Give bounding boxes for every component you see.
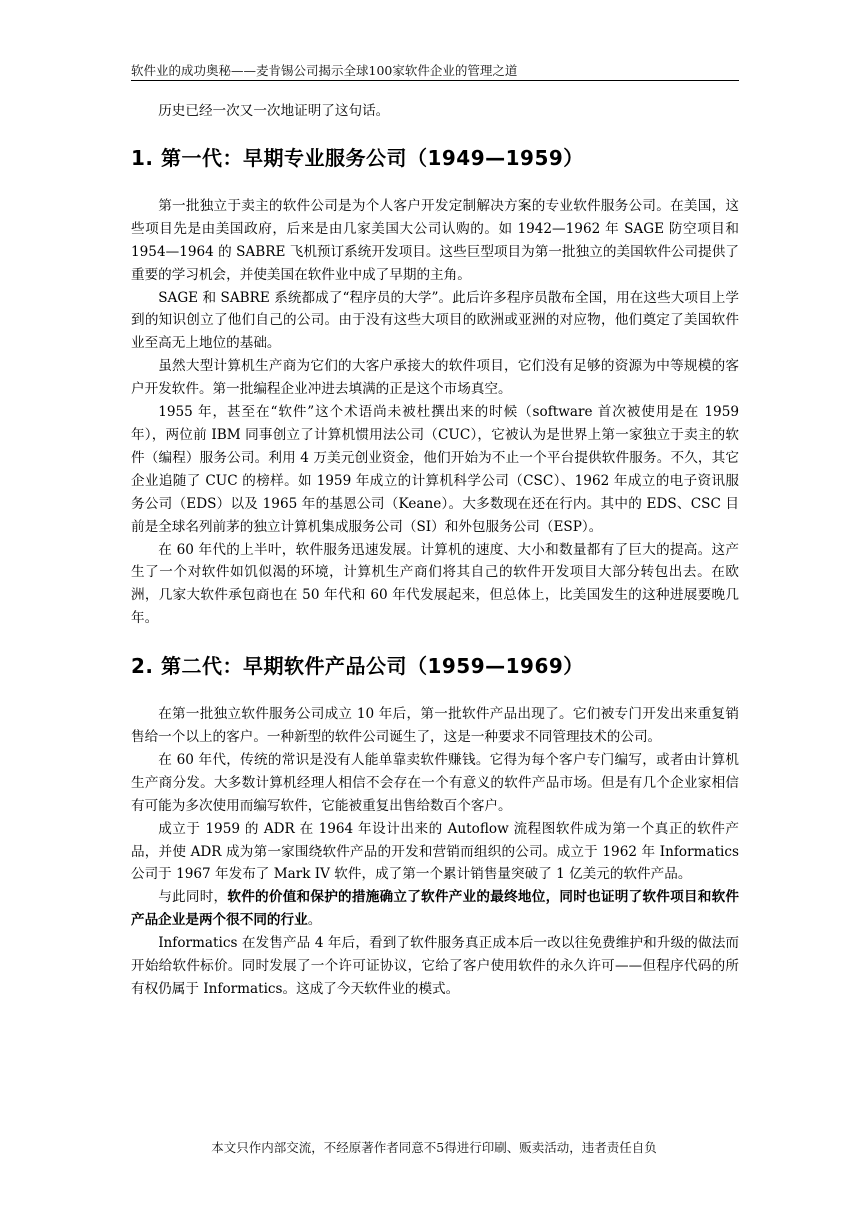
running-title: 软件业的成功奥秘——麦肯锡公司揭示全球100家软件企业的管理之道 bbox=[131, 63, 518, 78]
section-2-paragraph: 在第一批独立软件服务公司成立 10 年后，第一批软件产品出现了。它们被专门开发出来重复销售给一个以上的客户。一种新型的软件公司诞生了，这是一种要求不同管理技术的公司。 bbox=[131, 706, 739, 746]
section-2-emphasis-paragraph bbox=[131, 886, 739, 932]
section-1-paragraph: 虽然大型计算机生产商为它们的大客户承接大的软件项目，它们没有足够的资源为中等规模的客户开发软件。第一批编程企业冲进去填满的正是这个市场真空。 bbox=[131, 358, 739, 398]
emphasis-suffix: 。 bbox=[307, 912, 322, 929]
section-2-paragraph: 成立于 1959 的 ADR 在 1964 年设计出来的 Autoflow 流程图软件成为第一个真正的软件产品，并使 ADR 成为第一家围绕软件产品的开发和营销而组织的公司。成立于 1962 年 Informatics 公司于 1967 年发布了 Mark IV 软件，成了第一个累计销售量突破了 1 亿美元的软件产品。 bbox=[131, 820, 739, 883]
emphasis-bold-text: 软件的价值和保护的措施确立了软件产业的最终地位，同时也证明了软件项目和软件产品企业是两个很不同的行业 bbox=[131, 889, 740, 929]
page-body bbox=[131, 100, 739, 1001]
running-header bbox=[131, 62, 739, 81]
section-1-paragraph: 第一批独立于卖主的软件公司是为个人客户开发定制解决方案的专业软件服务公司。在美国，这些项目先是由美国政府，后来是由几家美国大公司认购的。如 1942—1962 年 SAGE 防空项目和 1954—1964 的 SABRE 飞机预订系统开发项目。这些巨型项目为第一批独立的美国软件公司提供了重要的学习机会，并使美国在软件业中成了早期的主角。 bbox=[131, 197, 739, 283]
footer-notice-part2: 得进行印刷、贩卖活动，违者责任自负 bbox=[444, 1140, 657, 1155]
section-2-paragraph: 在 60 年代，传统的常识是没有人能单靠卖软件赚钱。它得为每个客户专门编写，或者由计算机生产商分发。大多数计算机经理人相信不会存在一个有意义的软件产品市场。但是有几个企业家相信有可能为多次使用而编写软件，它能被重复出售给数百个客户。 bbox=[131, 751, 739, 814]
footer-notice-part1: 本文只作内部交流，不经原著作者同意不 bbox=[211, 1140, 437, 1155]
section-1-heading: 1. 第一代：早期专业服务公司（1949—1959） bbox=[131, 145, 584, 170]
section-1-paragraph: SAGE 和 SABRE 系统都成了“程序员的大学”。此后许多程序员散布全国，用在这些大项目上学到的知识创立了他们自己的公司。由于没有这些大项目的欧洲或亚洲的对应物，他们奠定了美国软件业至高无上地位的基础。 bbox=[131, 289, 739, 352]
section-2-paragraph: Informatics 在发售产品 4 年后，看到了软件服务真正成本后一改以往免费维护和升级的做法而开始给软件标价。同时发展了一个许可证协议，它给了客户使用软件的永久许可——但程序代码的所有权仍属于 Informatics。这成了今天软件业的模式。 bbox=[131, 935, 739, 997]
section-2-heading: 2. 第二代：早期软件产品公司（1959—1969） bbox=[131, 654, 584, 679]
section-1-paragraph: 1955 年，甚至在“软件”这个术语尚未被杜撰出来的时候（software 首次被使用是在 1959 年），两位前 IBM 同事创立了计算机惯用法公司（CUC），它被认为是世界上第一家独立于卖主的软件（编程）服务公司。利用 4 万美元创业资金，他们开始为不止一个平台提供软件服务。不久，其它企业追随了 CUC 的榜样。如 1959 年成立的计算机科学公司（CSC）、1962 年成立的电子资讯服务公司（EDS）以及 1965 年的基恩公司（Keane）。大多数现在还在行内。其中的 EDS、CSC 目前是全球名列前茅的独立计算机集成服务公司（SI）和外包服务公司（ESP）。 bbox=[131, 404, 739, 535]
section-1-paragraph: 在 60 年代的上半叶，软件服务迅速发展。计算机的速度、大小和数量都有了巨大的提高。这产生了一个对软件如饥似渴的环境，计算机生产商们将其自己的软件开发项目大部分转包出去。在欧洲，几家大软件承包商也在 50 年代和 60 年代发展起来，但总体上，比美国发生的这种进展要晚几年。 bbox=[131, 541, 739, 627]
page-number: 5 bbox=[436, 1140, 445, 1155]
emphasis-prefix: 与此同时， bbox=[158, 889, 228, 906]
intro-line: 历史已经一次又一次地证明了这句话。 bbox=[158, 103, 390, 119]
page-footer bbox=[0, 1139, 868, 1157]
